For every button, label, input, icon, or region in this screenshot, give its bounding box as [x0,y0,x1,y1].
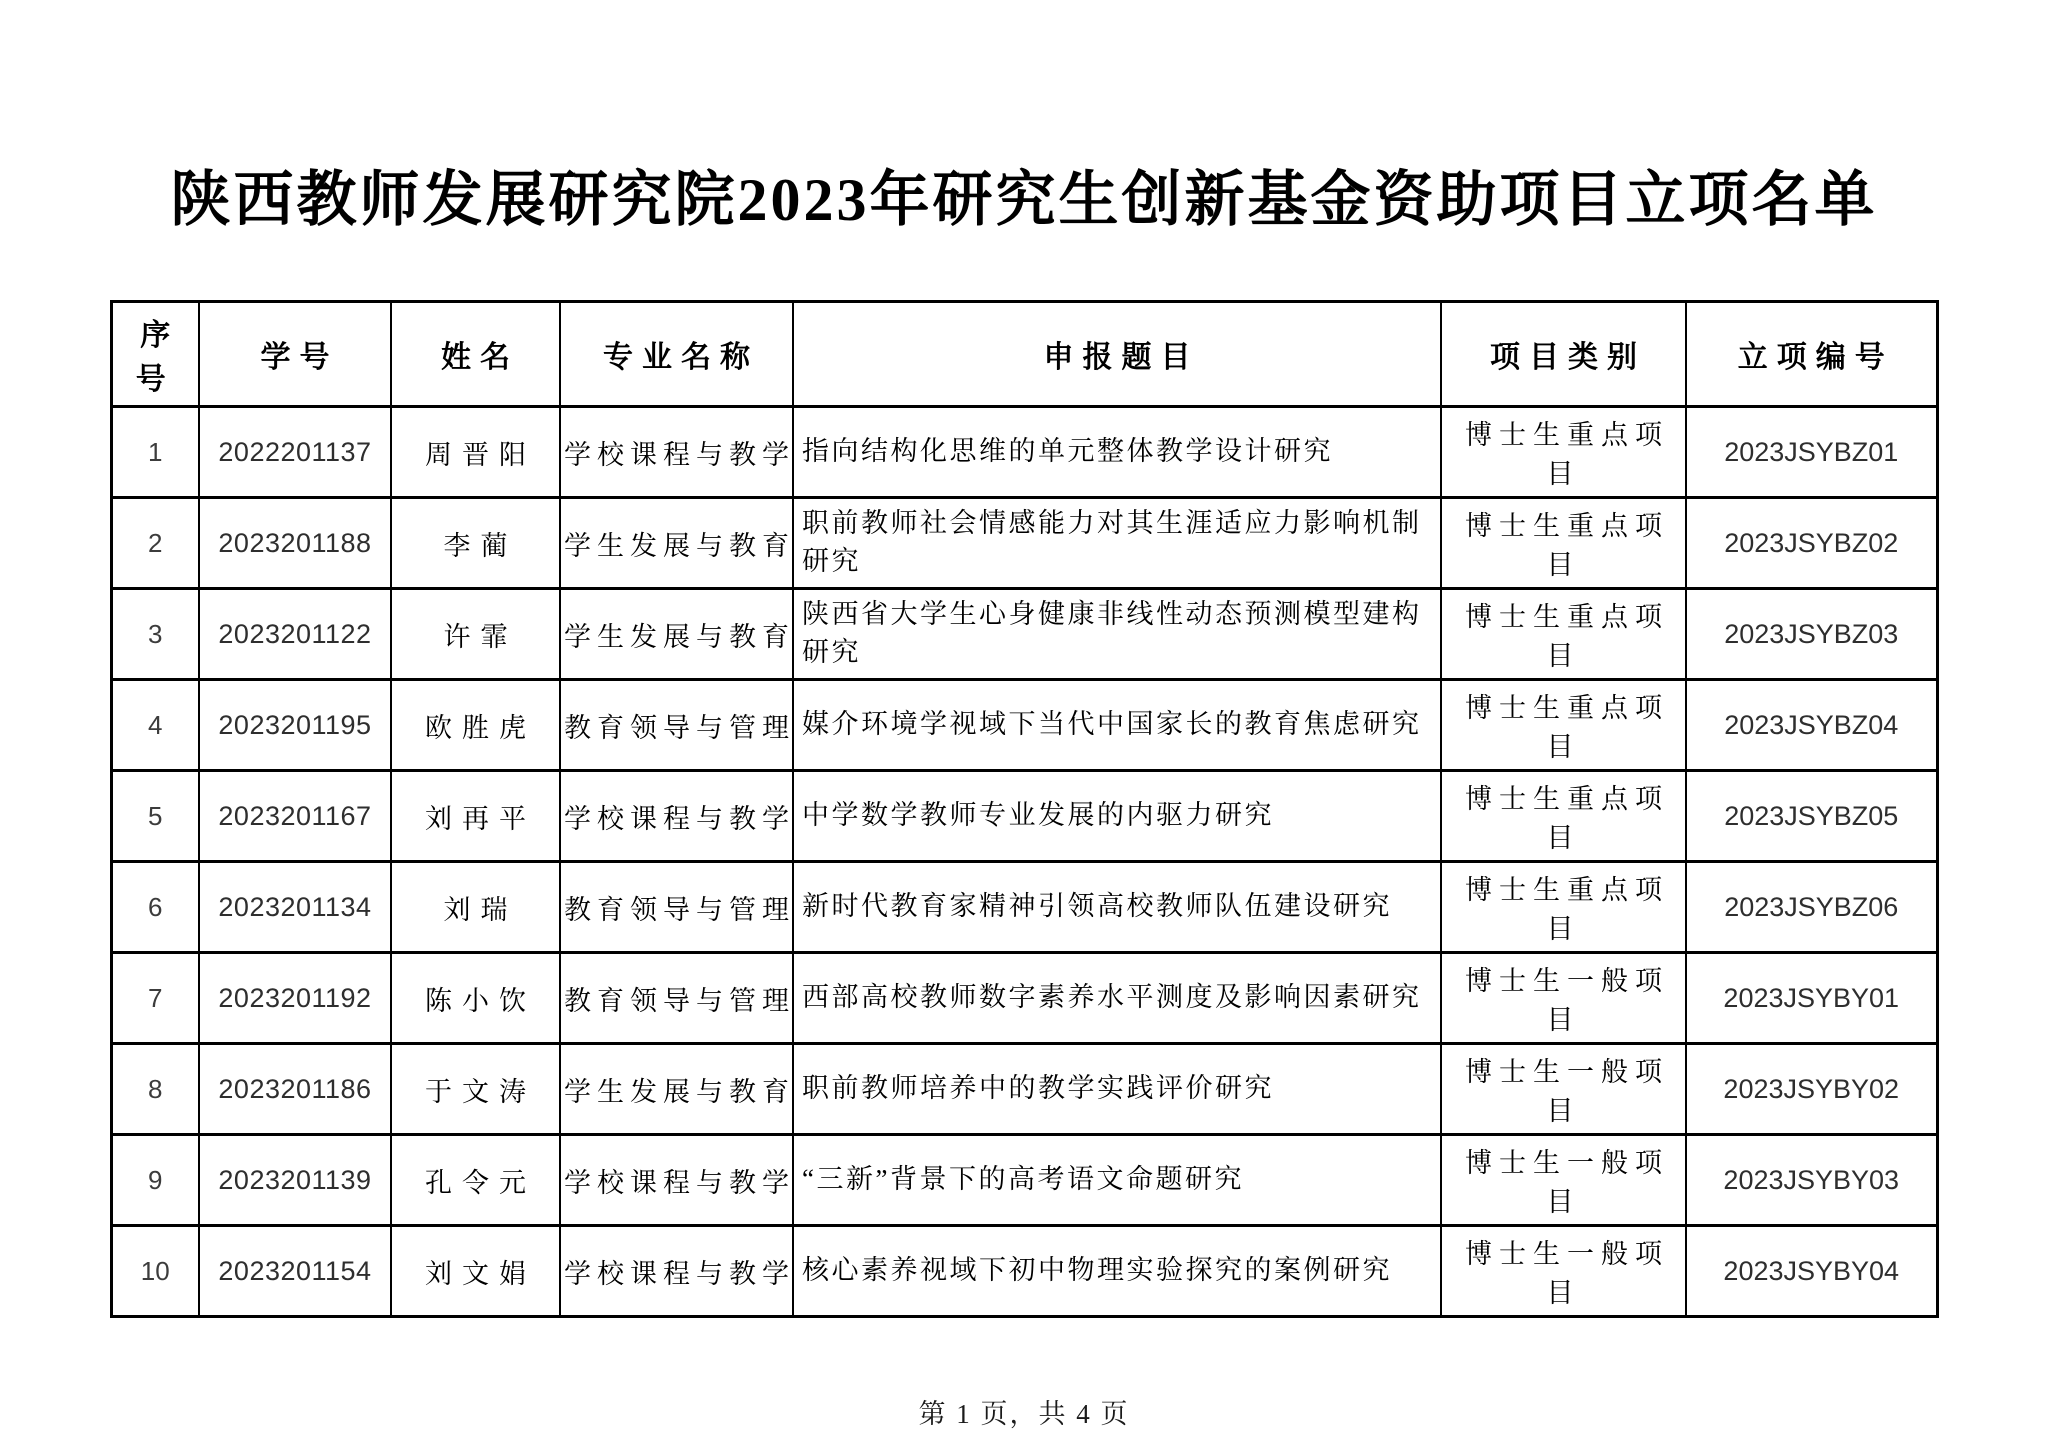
cell-major: 学校课程与教学 [560,1226,793,1317]
cell-category: 博士生一般项目 [1441,1226,1686,1317]
table-row [111,862,1937,953]
cell-category: 博士生一般项目 [1441,1044,1686,1135]
cell-category: 博士生一般项目 [1441,1135,1686,1226]
cell-major: 学校课程与教学 [560,1135,793,1226]
table-row [111,1226,1937,1317]
cell-student-id: 2023201186 [199,1044,391,1135]
cell-serial: 6 [111,862,199,953]
header-row [111,302,1937,407]
cell-student-id: 2023201122 [199,589,391,680]
cell-grant-number: 2023JSYBY03 [1686,1135,1937,1226]
col-header-grant-number: 立项编号 [1686,302,1937,407]
col-header-name: 姓名 [391,302,560,407]
cell-name: 刘瑞 [391,862,560,953]
cell-project-title: 指向结构化思维的单元整体教学设计研究 [793,407,1441,498]
col-header-project-title: 申报题目 [793,302,1441,407]
cell-name: 刘再平 [391,771,560,862]
table-header [111,302,1937,407]
cell-major: 学校课程与教学 [560,407,793,498]
cell-grant-number: 2023JSYBZ05 [1686,771,1937,862]
cell-major: 教育领导与管理 [560,953,793,1044]
cell-serial: 3 [111,589,199,680]
table-row [111,953,1937,1044]
cell-student-id: 2022201137 [199,407,391,498]
table-row [111,771,1937,862]
cell-category: 博士生重点项目 [1441,862,1686,953]
cell-project-title: 陕西省大学生心身健康非线性动态预测模型建构研究 [793,589,1441,680]
table-row [111,498,1937,589]
cell-serial: 1 [111,407,199,498]
cell-grant-number: 2023JSYBY02 [1686,1044,1937,1135]
cell-serial: 7 [111,953,199,1044]
cell-category: 博士生重点项目 [1441,589,1686,680]
cell-project-title: “三新”背景下的高考语文命题研究 [793,1135,1441,1226]
cell-category: 博士生重点项目 [1441,498,1686,589]
cell-grant-number: 2023JSYBY01 [1686,953,1937,1044]
cell-grant-number: 2023JSYBZ04 [1686,680,1937,771]
cell-category: 博士生重点项目 [1441,680,1686,771]
cell-category: 博士生重点项目 [1441,771,1686,862]
cell-major: 教育领导与管理 [560,862,793,953]
cell-name: 于文涛 [391,1044,560,1135]
cell-project-title: 核心素养视域下初中物理实验探究的案例研究 [793,1226,1441,1317]
cell-project-title: 媒介环境学视域下当代中国家长的教育焦虑研究 [793,680,1441,771]
table-body [111,407,1937,1317]
cell-major: 学生发展与教育 [560,1044,793,1135]
col-header-category: 项目类别 [1441,302,1686,407]
col-header-serial: 序号 [111,302,199,407]
cell-student-id: 2023201188 [199,498,391,589]
cell-student-id: 2023201195 [199,680,391,771]
cell-project-title: 新时代教育家精神引领高校教师队伍建设研究 [793,862,1441,953]
col-header-student-id: 学号 [199,302,391,407]
cell-name: 欧胜虎 [391,680,560,771]
cell-grant-number: 2023JSYBY04 [1686,1226,1937,1317]
table-row [111,680,1937,771]
cell-grant-number: 2023JSYBZ03 [1686,589,1937,680]
cell-serial: 10 [111,1226,199,1317]
cell-serial: 4 [111,680,199,771]
cell-serial: 2 [111,498,199,589]
cell-project-title: 职前教师培养中的教学实践评价研究 [793,1044,1441,1135]
cell-grant-number: 2023JSYBZ06 [1686,862,1937,953]
cell-project-title: 职前教师社会情感能力对其生涯适应力影响机制研究 [793,498,1441,589]
cell-project-title: 中学数学教师专业发展的内驱力研究 [793,771,1441,862]
page-number-footer: 第 1 页，共 4 页 [918,1399,1130,1429]
cell-grant-number: 2023JSYBZ02 [1686,498,1937,589]
cell-name: 许霏 [391,589,560,680]
cell-student-id: 2023201139 [199,1135,391,1226]
cell-name: 周晋阳 [391,407,560,498]
table-row [111,1135,1937,1226]
cell-serial: 9 [111,1135,199,1226]
cell-serial: 8 [111,1044,199,1135]
page-title: 陕西教师发展研究院2023年研究生创新基金资助项目立项名单 [170,167,1878,233]
cell-name: 陈小饮 [391,953,560,1044]
cell-major: 学生发展与教育 [560,498,793,589]
cell-student-id: 2023201134 [199,862,391,953]
cell-student-id: 2023201154 [199,1226,391,1317]
cell-major: 学校课程与教学 [560,771,793,862]
cell-student-id: 2023201192 [199,953,391,1044]
cell-major: 学生发展与教育 [560,589,793,680]
cell-serial: 5 [111,771,199,862]
cell-grant-number: 2023JSYBZ01 [1686,407,1937,498]
cell-category: 博士生重点项目 [1441,407,1686,498]
col-header-major: 专业名称 [560,302,793,407]
cell-project-title: 西部高校教师数字素养水平测度及影响因素研究 [793,953,1441,1044]
cell-name: 孔令元 [391,1135,560,1226]
table-row [111,407,1937,498]
table-row [111,589,1937,680]
projects-table [110,300,1939,1318]
cell-name: 李蔺 [391,498,560,589]
cell-name: 刘文娟 [391,1226,560,1317]
cell-major: 教育领导与管理 [560,680,793,771]
cell-category: 博士生一般项目 [1441,953,1686,1044]
cell-student-id: 2023201167 [199,771,391,862]
table-row [111,1044,1937,1135]
